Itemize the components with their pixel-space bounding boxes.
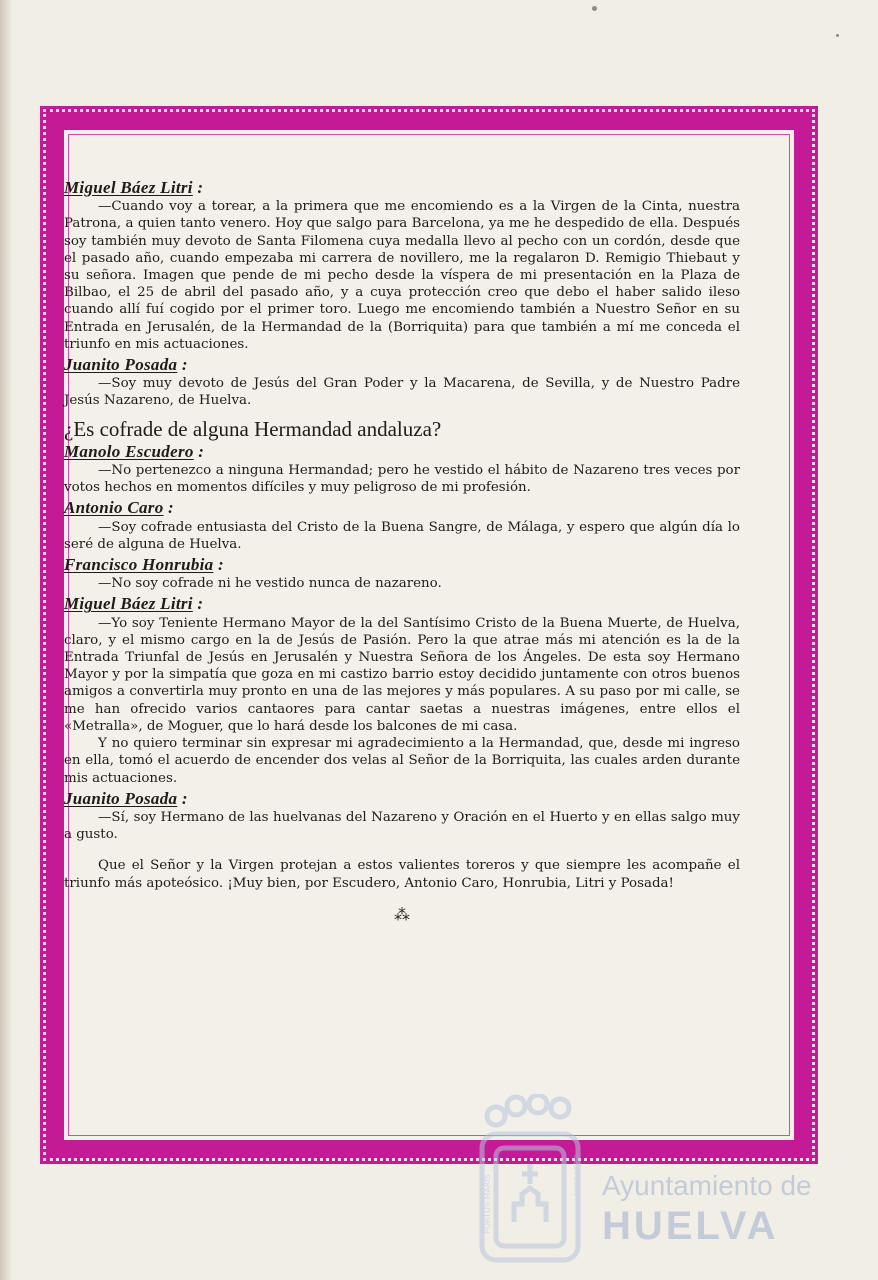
speaker-name-text: Francisco Honrubia bbox=[64, 555, 214, 575]
speaker-name-text: Juanito Posada bbox=[64, 355, 178, 375]
answer-paragraph: —Cuando voy a torear, a la primera que me encomiendo es a la Virgen de la Cinta, nuestra Patrona, a quien tanto venero. Hoy que salgo para Barcelona, ya me he despedido de ella. Después soy también muy devoto de Santa Filomena cuya medalla llevo al pecho con un cordón, desde que el pasado año, cuando empezaba mi carrera de novillero, me la regalaron D. Remigio Thiebaut y su señora. Imagen que pende de mi pecho desde la víspera de mi presentación en la Plaza de Bilbao, el 25 de abril del pasado año, y a cuya protección creo que debo el haber salido ileso cuando allí fuí cogido por el primer toro. Luego me encomiendo también a Nuestro Señor en su Entrada en Jerusalén, de la Hermandad de la (Borriquita) para que también a mí me conceda el triunfo en mis actuaciones. bbox=[64, 199, 740, 352]
answer-paragraph: —Soy muy devoto de Jesús del Gran Poder y la Macarena, de Sevilla, y de Nuestro Padre Jesús Nazareno, de Huelva. bbox=[64, 376, 740, 409]
speaker-name-text: Manolo Escudero bbox=[64, 441, 194, 461]
speaker-name-text: Juanito Posada bbox=[64, 788, 178, 808]
question-heading: ¿Es cofrade de alguna Hermandad andaluza? bbox=[64, 416, 442, 441]
answer-paragraph: —Soy cofrade entusiasta del Cristo de la Buena Sangre, de Málaga, y espero que algún día lo seré de alguna de Huelva. bbox=[64, 519, 740, 552]
ayuntamiento-huelva-watermark bbox=[466, 1086, 866, 1276]
interview-text bbox=[64, 176, 740, 923]
speaker-name: Miguel Báez Litri : bbox=[64, 178, 204, 197]
speaker-name: Miguel Báez Litri : bbox=[64, 594, 204, 614]
speaker-name-text: Antonio Caro bbox=[64, 498, 164, 518]
speaker-name-text: Miguel Báez Litri bbox=[64, 178, 193, 197]
watermark-line-1: Ayuntamiento de bbox=[602, 1170, 812, 1201]
paper-speck bbox=[592, 6, 597, 11]
watermark-line-2: HUELVA bbox=[602, 1204, 779, 1248]
end-ornament-icon: ⁂ bbox=[394, 904, 410, 924]
city-seal-icon bbox=[470, 1094, 590, 1272]
speaker-name-text: Miguel Báez Litri bbox=[64, 594, 193, 614]
speaker-name: Antonio Caro : bbox=[64, 498, 175, 518]
closing-paragraph: Que el Señor y la Virgen protejan a estos valientes toreros y que siempre les acompañe el triunfo más apoteósico. ¡Muy bien, por Escudero, Antonio Caro, Honrubia, Litri y Posada! bbox=[64, 858, 740, 891]
answer-paragraph: —Yo soy Teniente Hermano Mayor de la del Santísimo Cristo de la Buena Muerte, de Huelva, claro, y el mismo cargo en la de Jesús de Pasión. Pero la que atrae más mi atención es la de la Entrada Triunfal de Jesús en Jerusalén y Nuestra Señora de los Ángeles. De esta soy Hermano Mayor y por la simpatía que goza en mi castizo barrio estoy decidido juntamente con otros buenos amigos a convertirla muy pronto en una de las mejores y más populares. A su paso por mi calle, se me han ofrecido varios cantaores para cantar saetas a nuestras imágenes, entre ellos el «Metralla», de Moguer, que lo hará desde los balcones de mi casa. bbox=[64, 615, 740, 734]
speaker-name: Juanito Posada : bbox=[64, 788, 188, 808]
seal-motto-right: CUSTODIA bbox=[572, 1154, 581, 1196]
page-binding-shadow bbox=[0, 0, 12, 1280]
paper-speck bbox=[836, 34, 839, 37]
speaker-name: Manolo Escudero : bbox=[64, 441, 205, 461]
speaker-name: Francisco Honrubia : bbox=[64, 555, 224, 575]
answer-paragraph: Y no quiero terminar sin expresar mi agradecimiento a la Hermandad, que, desde mi ingreso en ella, tomó el acuerdo de encender dos velas al Señor de la Borriquita, las cuales arden durante mis actuaciones. bbox=[64, 736, 740, 786]
seal-motto-left: PORTUS MARIS bbox=[483, 1174, 492, 1234]
answer-paragraph: —No soy cofrade ni he vestido nunca de nazareno. bbox=[98, 576, 442, 592]
speaker-name: Juanito Posada : bbox=[64, 355, 188, 375]
answer-paragraph: —Sí, soy Hermano de las huelvanas del Nazareno y Oración en el Huerto y en ellas salgo muy a gusto. bbox=[64, 809, 740, 843]
answer-paragraph: —No pertenezco a ninguna Hermandad; pero he vestido el hábito de Nazareno tres veces por votos hechos en momentos difíciles y muy peligroso de mi profesión. bbox=[64, 463, 740, 496]
